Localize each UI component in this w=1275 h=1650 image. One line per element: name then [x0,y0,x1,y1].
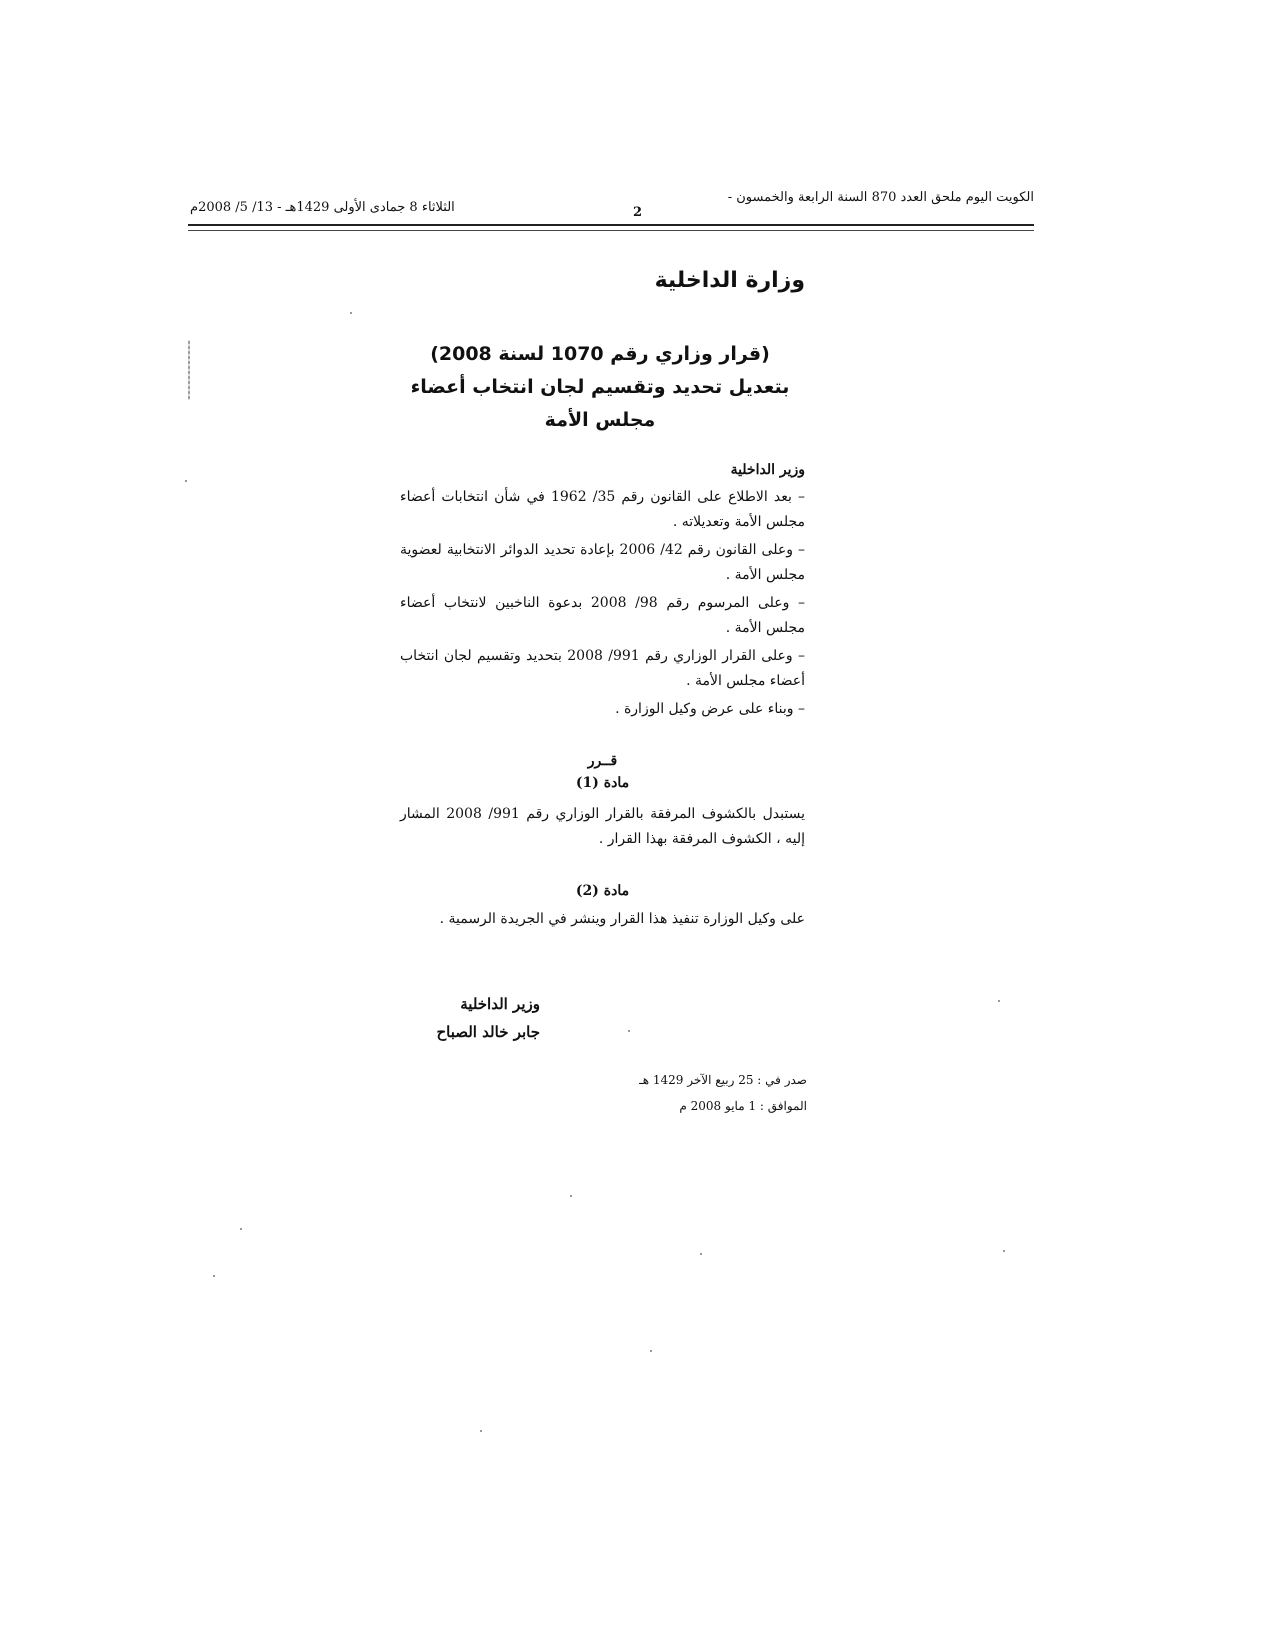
article-2-heading: مادة (2) [575,883,630,899]
issue-date-hijri: صدر في : 25 ربيع الآخر 1429 هـ [639,1073,807,1087]
scan-speck [185,480,187,482]
signature-block [436,990,540,1046]
ministry-name: وزارة الداخلية [654,268,805,293]
scan-speck [240,1228,242,1230]
article-2-text: على وكيل الوزارة تنفيذ هذا القرار وينشر في الجريدة الرسمية . [439,911,805,927]
scan-speck [700,1253,702,1255]
preamble [400,458,805,725]
issue-date-gregorian: الموافق : 1 مايو 2008 م [679,1099,807,1113]
decision-block [400,750,805,794]
scan-speck [1003,1250,1005,1252]
scan-speck [998,1000,1000,1002]
header-publication: الكويت اليوم ملحق العدد 870 السنة الرابعة والخمسون - [727,190,1034,205]
signature-name: جابر خالد الصباح [436,1023,540,1041]
scan-speck [480,1430,482,1432]
issue-dates [639,1067,807,1119]
article-1-text: يستبدل بالكشوف المرفقة بالقرار الوزاري رقم 991/ 2008 المشار إليه ، الكشوف المرفقة بهذا القرار . [400,806,805,847]
decree-title-line-1: (قرار وزاري رقم 1070 لسنة 2008) [430,343,770,365]
header-date: الثلاثاء 8 جمادى الأولى 1429هـ - 13/ 5/ 2008م [190,200,455,215]
decree-title [400,338,800,437]
header-rule-thick [188,224,1034,226]
scan-speck [650,1350,652,1352]
preamble-item: – وعلى القانون رقم 42/ 2006 بإعادة تحديد الدوائر الانتخابية لعضوية مجلس الأمة . [400,542,805,583]
scan-speck [350,312,352,314]
decision-heading: قــرر [587,753,618,769]
preamble-item: – وبناء على عرض وكيل الوزارة . [615,701,805,717]
signature-role: وزير الداخلية [460,995,540,1013]
preamble-item: – وعلى القرار الوزاري رقم 991/ 2008 بتحديد وتقسيم لجان انتخاب أعضاء مجلس الأمة . [400,648,806,689]
scan-speck [628,1030,630,1032]
preamble-lead: وزير الداخلية [730,462,805,478]
header-page-number: 2 [633,205,643,220]
scan-speck [570,1195,572,1197]
header-rule-thin [188,230,1034,231]
article-1-heading: مادة (1) [575,775,630,791]
scan-noise [188,340,190,400]
decree-title-line-3: مجلس الأمة [544,409,656,431]
decree-title-line-2: بتعديل تحديد وتقسيم لجان انتخاب أعضاء [410,376,790,398]
preamble-item: – وعلى المرسوم رقم 98/ 2008 بدعوة الناخبين لانتخاب أعضاء مجلس الأمة . [400,595,805,636]
preamble-item: – بعد الاطلاع على القانون رقم 35/ 1962 في شأن انتخابات أعضاء مجلس الأمة وتعديلاته . [400,489,806,530]
scan-speck [213,1275,215,1277]
